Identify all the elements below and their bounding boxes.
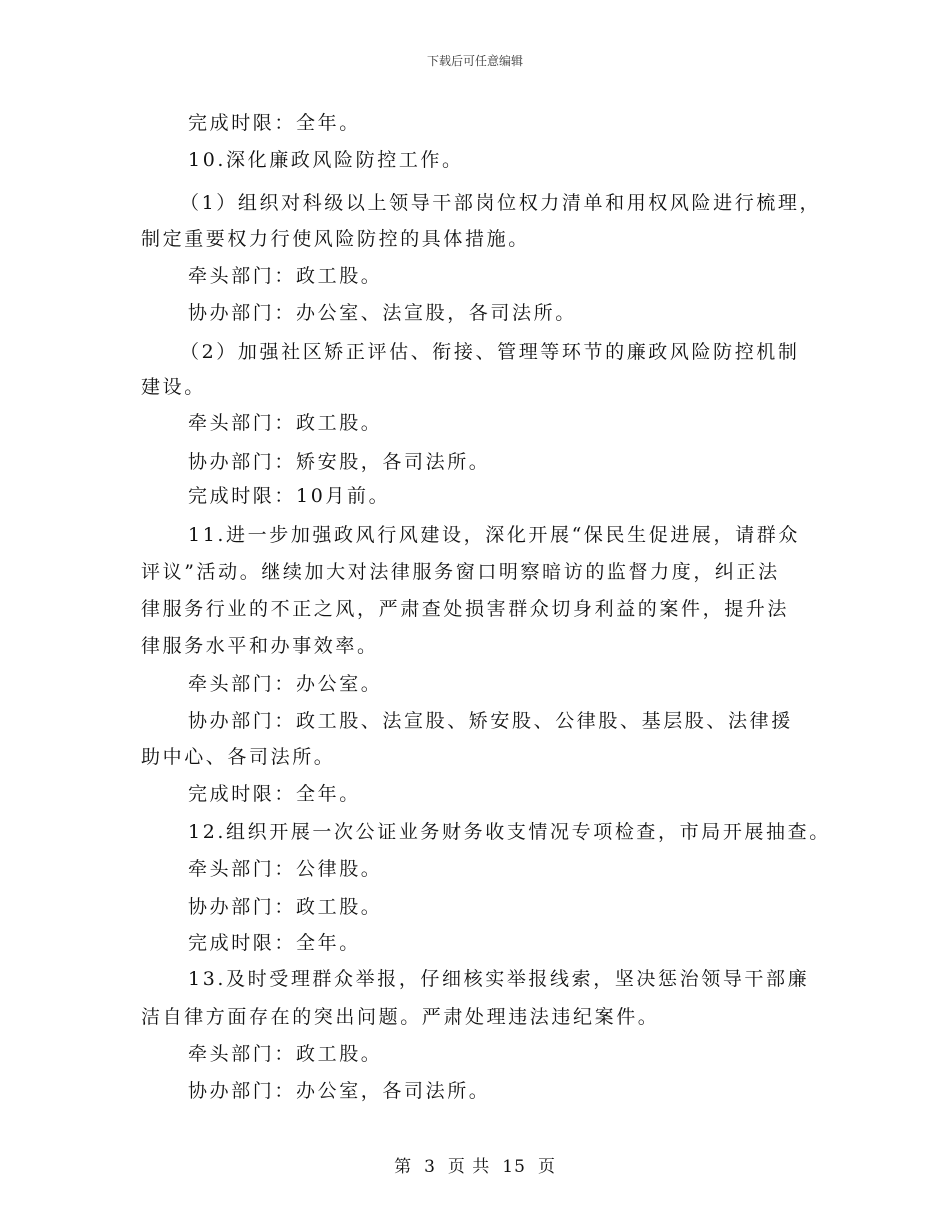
paragraph-line: 助中心、各司法所。 [141,746,336,768]
page-header: 下载后可任意编辑 [426,54,523,68]
paragraph-line: 律服务水平和办事效率。 [141,635,379,657]
paragraph-line: 协办部门：政工股、法宣股、矫安股、公律股、基层股、法律援 [188,710,793,732]
footer-prefix: 第 [394,1157,413,1177]
paragraph-line: 完成时限：全年。 [188,783,361,805]
footer-total-pages: 15 [502,1157,526,1177]
paragraph-line: 完成时限：全年。 [188,112,361,134]
paragraph-line: 律服务行业的不正之风，严肃查处损害群众切身利益的案件，提升法 [141,598,790,620]
paragraph-line: 13.及时受理群众举报，仔细核实举报线索，坚决惩治领导干部廉 [188,968,810,990]
paragraph-line: 协办部门：办公室，各司法所。 [188,1080,491,1102]
paragraph-line: 评议”活动。继续加大对法律服务窗口明察暗访的监督力度，纠正法 [141,561,780,583]
paragraph-line: 协办部门：矫安股，各司法所。 [188,451,491,473]
paragraph-line: 11.进一步加强政风行风建设，深化开展“保民生促进展，请群众 [188,524,800,546]
paragraph-line: 完成时限：全年。 [188,932,361,954]
paragraph-line: 建设。 [141,376,206,398]
footer-suffix: 页 [537,1157,556,1177]
paragraph-line: （2）加强社区矫正评估、衔接、管理等环节的廉政风险防控机制 [180,341,800,363]
paragraph-line: 牵头部门：公律股。 [188,858,383,880]
paragraph-line: 牵头部门：政工股。 [188,265,383,287]
paragraph-line: 10.深化廉政风险防控工作。 [188,149,464,171]
paragraph-line: 12.组织开展一次公证业务财务收支情况专项检查，市局开展抽查。 [188,821,831,843]
paragraph-line: 完成时限：10月前。 [188,485,391,507]
footer-middle: 页 共 [447,1157,491,1177]
paragraph-line: 制定重要权力行使风险防控的具体措施。 [141,228,530,250]
footer-page-number: 3 [424,1157,436,1177]
paragraph-line: 协办部门：政工股。 [188,896,383,918]
paragraph-line: 牵头部门：政工股。 [188,412,383,434]
paragraph-line: 牵头部门：办公室。 [188,673,383,695]
paragraph-line: 协办部门：办公室、法宣股，各司法所。 [188,302,577,324]
paragraph-line: 洁自律方面存在的突出问题。严肃处理违法违纪案件。 [141,1006,660,1028]
paragraph-line: 牵头部门：政工股。 [188,1043,383,1065]
page-footer [0,1152,950,1177]
paragraph-line: （1）组织对科级以上领导干部岗位权力清单和用权风险进行梳理， [180,192,822,214]
